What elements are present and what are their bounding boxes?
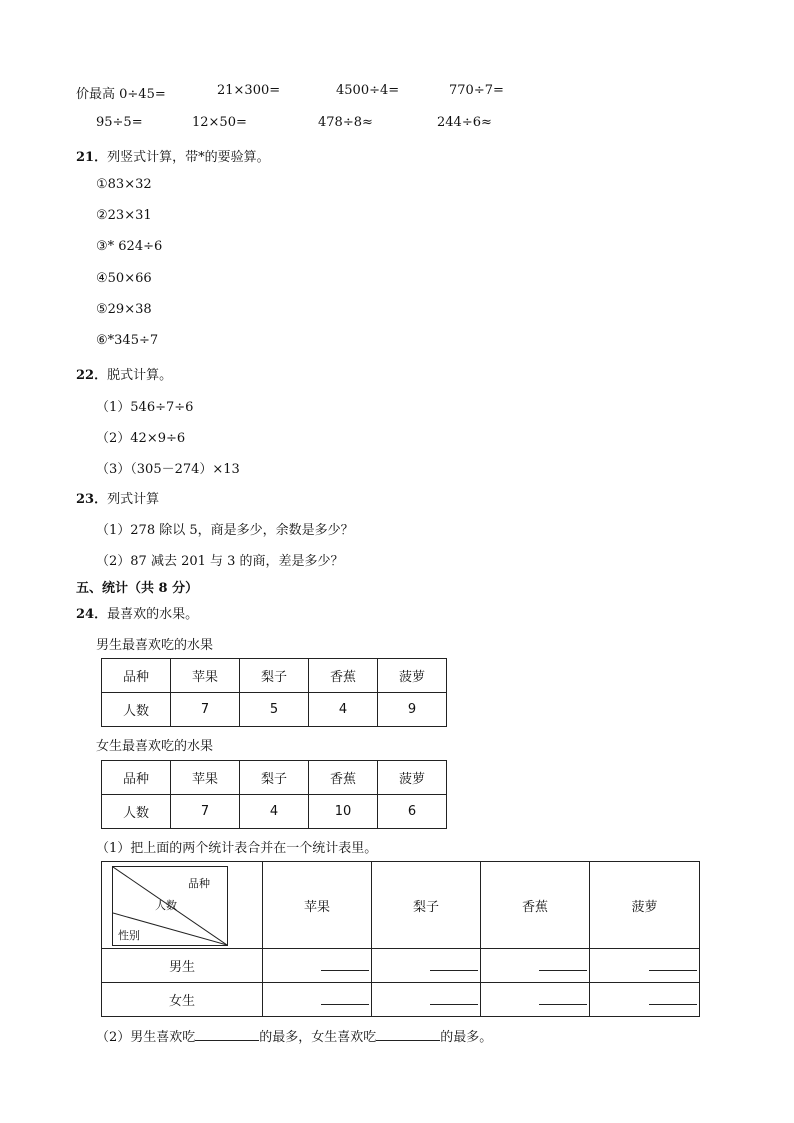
question-number: 24． <box>76 607 108 622</box>
table-header-kind: 品种 <box>102 761 171 795</box>
part2-text-b: 的最多，女生喜欢吃 <box>259 1030 377 1045</box>
oral-item: 244÷6≈ <box>437 115 492 130</box>
answer-blank[interactable] <box>321 990 369 1005</box>
q23-item-2: （2）87 减去 201 与 3 的商，差是多少？ <box>96 554 344 569</box>
combined-fruit-table <box>101 861 700 1017</box>
table-header-fruit: 苹果 <box>171 659 240 693</box>
answer-blank-cell[interactable] <box>590 949 700 983</box>
diag-label-gender: 性别 <box>118 929 140 942</box>
combined-header-fruit: 梨子 <box>372 862 481 949</box>
combined-header-fruit: 苹果 <box>263 862 372 949</box>
answer-blank[interactable] <box>539 990 587 1005</box>
answer-blank-cell[interactable] <box>372 949 481 983</box>
table-cell: 7 <box>171 795 240 829</box>
table-cell: 4 <box>309 693 378 727</box>
girls-fruit-table <box>101 760 447 829</box>
boys-fruit-table <box>101 658 447 727</box>
table-header-fruit: 梨子 <box>240 659 309 693</box>
q23-item-1: （1）278 除以 5，商是多少，余数是多少？ <box>96 523 354 538</box>
q22-item-3: （3）（305－274）×13 <box>96 462 240 477</box>
q21-item-5: ⑤29×38 <box>96 302 152 317</box>
part2-text-a: （2）男生喜欢吃 <box>96 1030 196 1045</box>
answer-blank[interactable] <box>430 990 478 1005</box>
question-number: 22． <box>76 368 108 383</box>
boys-table-caption: 男生最喜欢吃的水果 <box>96 638 214 653</box>
answer-blank-cell[interactable] <box>263 983 372 1017</box>
answer-blank-cell[interactable] <box>481 949 590 983</box>
table-cell: 4 <box>240 795 309 829</box>
combined-header-fruit: 菠萝 <box>590 862 700 949</box>
table-cell: 5 <box>240 693 309 727</box>
question-24-heading <box>76 603 198 622</box>
oral-item: 770÷7= <box>449 83 504 98</box>
section-title: 五、统计（共 8 分） <box>76 581 199 596</box>
question-title: 列式计算 <box>107 492 160 507</box>
table-cell: 9 <box>378 693 447 727</box>
table-header-fruit: 梨子 <box>240 761 309 795</box>
q21-item-4: ④50×66 <box>96 271 152 286</box>
table-header-fruit: 菠萝 <box>378 761 447 795</box>
table-header-fruit: 菠萝 <box>378 659 447 693</box>
answer-blank-boys-favorite[interactable] <box>195 1040 259 1041</box>
table-row-label: 人数 <box>102 795 171 829</box>
answer-blank[interactable] <box>430 956 478 971</box>
combined-row-label-girls: 女生 <box>102 983 263 1017</box>
answer-blank-cell[interactable] <box>590 983 700 1017</box>
answer-blank[interactable] <box>649 990 697 1005</box>
question-23-heading <box>76 488 159 507</box>
oral-item: 95÷5= <box>96 115 143 130</box>
q22-item-1: （1）546÷7÷6 <box>96 400 194 415</box>
q24-part-1: （1）把上面的两个统计表合并在一个统计表里。 <box>96 841 378 856</box>
oral-item: 21×300= <box>217 83 281 98</box>
combined-row-label-boys: 男生 <box>102 949 263 983</box>
question-title: 最喜欢的水果。 <box>107 607 199 622</box>
table-cell: 10 <box>309 795 378 829</box>
answer-blank-cell[interactable] <box>372 983 481 1017</box>
oral-item: 4500÷4= <box>336 83 400 98</box>
question-number: 23． <box>76 492 108 507</box>
table-header-fruit: 苹果 <box>171 761 240 795</box>
question-22-heading <box>76 364 172 383</box>
part2-text-c: 的最多。 <box>440 1030 493 1045</box>
diagonal-header-box <box>112 866 228 946</box>
q22-item-2: （2）42×9÷6 <box>96 431 186 446</box>
answer-blank-girls-favorite[interactable] <box>376 1040 440 1041</box>
girls-table-caption: 女生最喜欢吃的水果 <box>96 739 214 754</box>
q24-part-2 <box>96 1026 492 1045</box>
table-header-fruit: 香蕉 <box>309 659 378 693</box>
answer-blank[interactable] <box>649 956 697 971</box>
answer-blank[interactable] <box>321 956 369 971</box>
answer-blank-cell[interactable] <box>481 983 590 1017</box>
q21-item-1: ①83×32 <box>96 177 152 192</box>
diag-label-count: 人数 <box>155 899 177 912</box>
q21-item-2: ②23×31 <box>96 208 152 223</box>
table-header-kind: 品种 <box>102 659 171 693</box>
diagonal-header-cell <box>102 862 263 949</box>
table-cell: 7 <box>171 693 240 727</box>
question-title: 列竖式计算，带*的要验算。 <box>107 150 270 165</box>
question-title: 脱式计算。 <box>107 368 173 383</box>
table-header-fruit: 香蕉 <box>309 761 378 795</box>
question-21-heading <box>76 146 270 165</box>
oral-item: 12×50= <box>192 115 247 130</box>
diag-label-kind: 品种 <box>188 877 210 890</box>
oral-item: 478÷8≈ <box>318 115 373 130</box>
q21-item-6: ⑥*345÷7 <box>96 333 159 348</box>
answer-blank[interactable] <box>539 956 587 971</box>
question-number: 21． <box>76 150 108 165</box>
table-cell: 6 <box>378 795 447 829</box>
table-row-label: 人数 <box>102 693 171 727</box>
q21-item-3: ③* 624÷6 <box>96 239 163 254</box>
oral-item: 价最高 0÷45= <box>76 87 166 102</box>
answer-blank-cell[interactable] <box>263 949 372 983</box>
combined-header-fruit: 香蕉 <box>481 862 590 949</box>
